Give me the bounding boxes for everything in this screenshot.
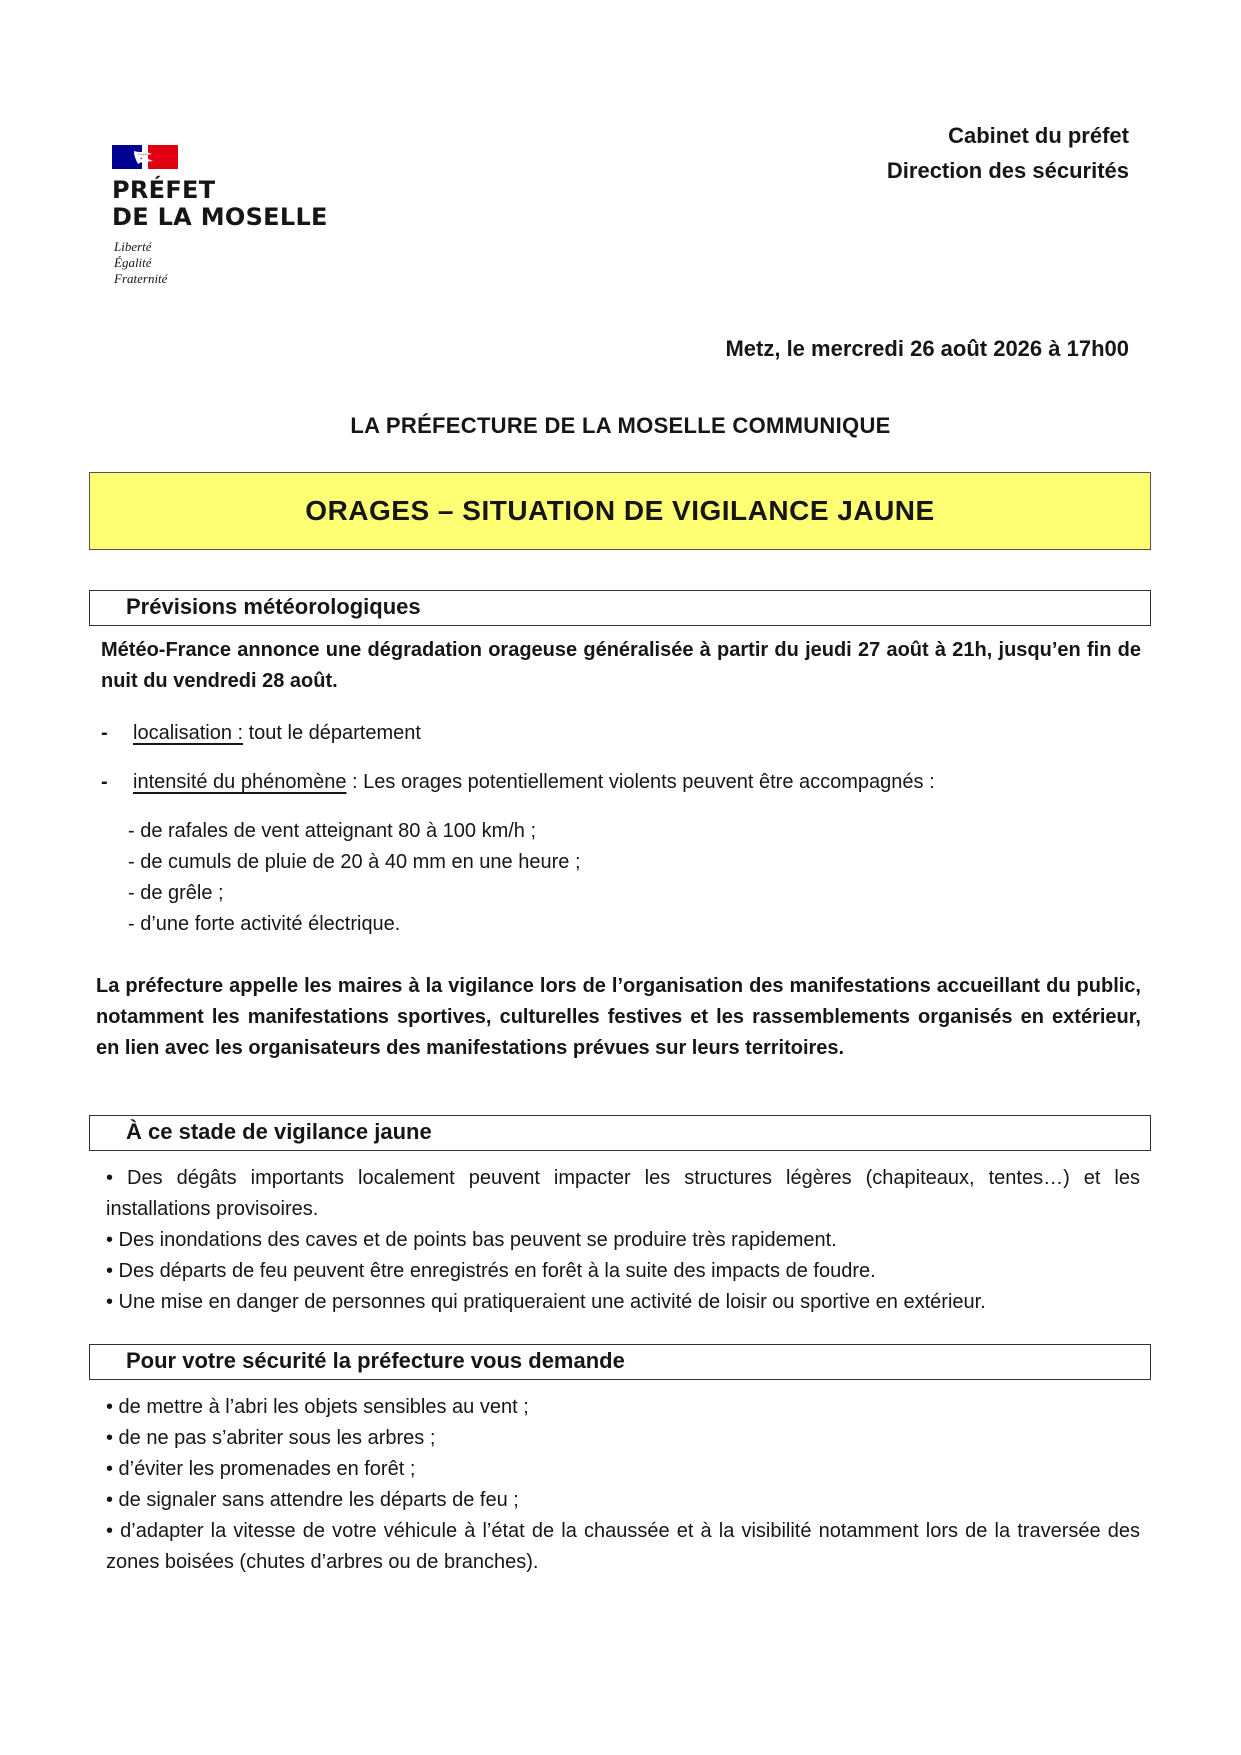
list-item: • d’adapter la vitesse de votre véhicule à l’état de la chaussée et à la visibilité notamment lors de la traversée des zones boisées (chutes d’arbres ou de branches). — [106, 1520, 1140, 1573]
motto-liberte: Liberté — [114, 239, 152, 254]
prefecture-logo — [112, 145, 352, 287]
previsions-item-intensite — [101, 767, 1151, 798]
section-previsions — [89, 590, 1151, 626]
previsions-item-localisation — [101, 718, 1151, 749]
localisation-label: localisation : — [133, 722, 244, 744]
list-item: • de ne pas s’abriter sous les arbres ; — [106, 1427, 436, 1449]
appel-aux-maires: La préfecture appelle les maires à la vigilance lors de l’organisation des manifestations accueillant du public, notamment les manifestations sportives, culturelles festives et les rassemblements organisés en extérieur, en lien avec les organisateurs des manifestations prévues sur leurs territoires. — [96, 975, 1141, 1059]
localisation-text: tout le département — [243, 722, 421, 744]
list-item: - de cumuls de pluie de 20 à 40 mm en une heure ; — [128, 851, 581, 873]
list-item: • de signaler sans attendre les départs de feu ; — [106, 1489, 519, 1511]
intensite-text: : Les orages potentiellement violents peuvent être accompagnés : — [346, 771, 935, 793]
section-stade-heading: À ce stade de vigilance jaune — [126, 1119, 432, 1144]
motto-fraternite: Fraternité — [114, 271, 168, 286]
service-line-cabinet: Cabinet du préfet — [948, 123, 1129, 148]
intensite-label: intensité du phénomène — [133, 771, 347, 793]
motto-egalite: Égalité — [114, 255, 152, 270]
marianne-flag-icon — [112, 145, 178, 169]
dash-marker: - — [101, 722, 108, 744]
alert-title: ORAGES – SITUATION DE VIGILANCE JAUNE — [305, 495, 935, 526]
list-item: - de rafales de vent atteignant 80 à 100 km/h ; — [128, 820, 537, 842]
section-previsions-heading: Prévisions météorologiques — [126, 594, 421, 619]
service-header — [887, 118, 1129, 188]
securite-bullet-list — [106, 1392, 1140, 1578]
dateline: Metz, le mercredi 26 août 2026 à 17h00 — [725, 336, 1129, 361]
republic-motto — [114, 239, 352, 287]
logo-title-line1: PRÉFET — [112, 176, 216, 204]
list-item: • Des inondations des caves et de points bas peuvent se produire très rapidement. — [106, 1229, 837, 1251]
dash-marker: - — [101, 771, 108, 793]
list-item: • Des dégâts importants localement peuvent impacter les structures légères (chapiteaux, tentes…) et les installations provisoires. — [106, 1167, 1140, 1220]
vigilance-alert-banner — [89, 472, 1151, 550]
section-securite-heading: Pour votre sécurité la préfecture vous demande — [126, 1348, 625, 1373]
service-line-direction: Direction des sécurités — [886, 158, 1129, 183]
list-item: • de mettre à l’abri les objets sensibles au vent ; — [106, 1396, 529, 1418]
list-item: • d’éviter les promenades en forêt ; — [106, 1458, 416, 1480]
list-item: - d’une forte activité électrique. — [128, 913, 401, 935]
previsions-intro: Météo-France annonce une dégradation orageuse généralisée à partir du jeudi 27 août à 21h, jusqu’en fin de nuit du vendredi 28 août. — [101, 639, 1141, 692]
list-item: • Des départs de feu peuvent être enregistrés en forêt à la suite des impacts de foudre. — [106, 1260, 876, 1282]
section-stade-vigilance — [89, 1115, 1151, 1151]
list-item: • Une mise en danger de personnes qui pratiqueraient une activité de loisir ou sportive en extérieur. — [106, 1291, 986, 1313]
list-item: - de grêle ; — [128, 882, 224, 904]
stade-bullet-list — [106, 1163, 1140, 1318]
section-securite — [89, 1344, 1151, 1380]
intensite-sublist — [128, 816, 581, 940]
logo-title-line2: DE LA MOSELLE — [112, 203, 328, 231]
communique-heading: LA PRÉFECTURE DE LA MOSELLE COMMUNIQUE — [350, 413, 891, 438]
